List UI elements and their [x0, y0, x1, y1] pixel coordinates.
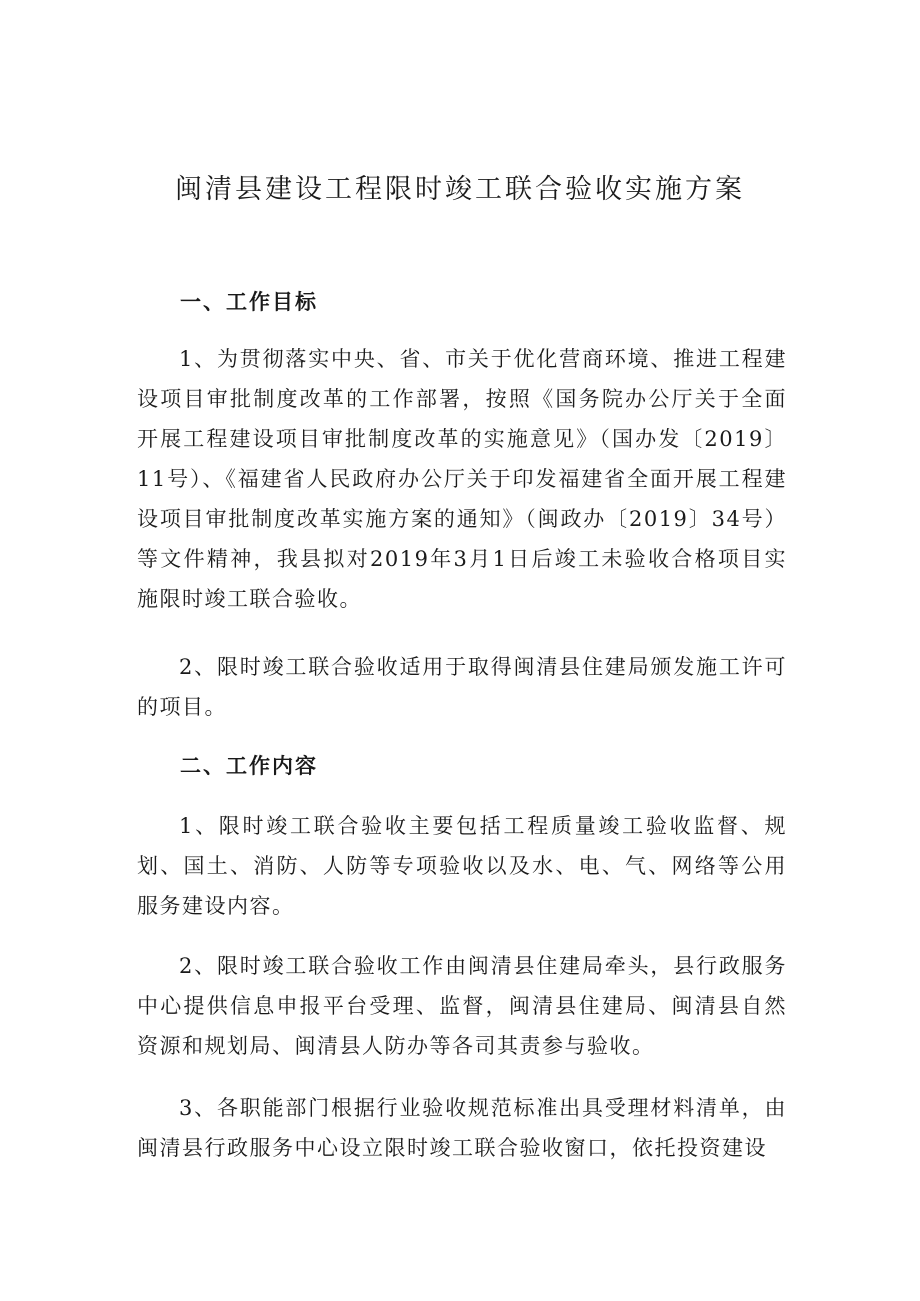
- paragraph-goal-2: 2、限时竣工联合验收适用于取得闽清县住建局颁发施工许可的项目。: [137, 655, 787, 719]
- section-heading-work-content: 二、工作内容: [180, 754, 318, 778]
- document-title: 闽清县建设工程限时竣工联合验收实施方案: [175, 174, 745, 205]
- paragraph-goal-1: 1、为贯彻落实中央、省、市关于优化营商环境、推进工程建设项目审批制度改革的工作部署，按照《国务院办公厅关于全面开展工程建设项目审批制度改革的实施意见》（国办发〔2019〕11号）、《福建省人民政府办公厅关于印发福建省全面开展工程建设项目审批制度改革实施方案的通知》（闽政办〔2019〕34号）等文件精神，我县拟对2019年3月1日后竣工未验收合格项目实施限时竣工联合验收。: [137, 347, 787, 611]
- paragraph-content-1: 1、限时竣工联合验收主要包括工程质量竣工验收监督、规划、国土、消防、人防等专项验收以及水、电、气、网络等公用服务建设内容。: [137, 814, 787, 918]
- section-heading-work-goals: 一、工作目标: [180, 290, 318, 314]
- paragraph-content-3: 3、各职能部门根据行业验收规范标准出具受理材料清单，由闽清县行政服务中心设立限时竣工联合验收窗口，依托投资建设: [137, 1096, 787, 1160]
- paragraph-content-2: 2、限时竣工联合验收工作由闽清县住建局牵头，县行政服务中心提供信息申报平台受理、监督，闽清县住建局、闽清县自然资源和规划局、闽清县人防办等各司其责参与验收。: [137, 954, 787, 1058]
